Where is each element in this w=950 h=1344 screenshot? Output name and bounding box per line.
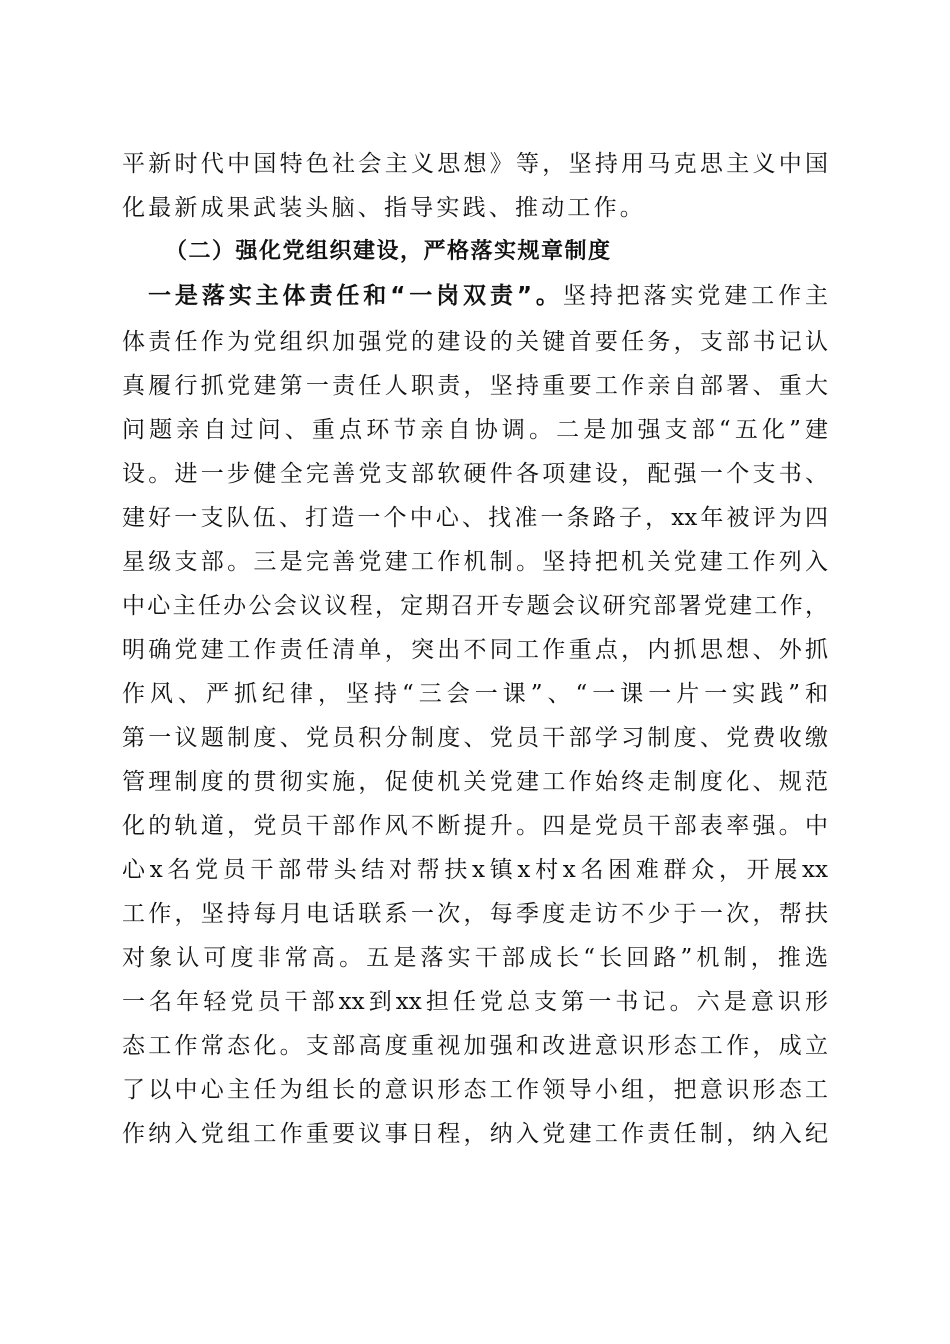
paragraph-first-line-rest: 坚持把落实党建工作主 <box>562 283 829 309</box>
text-line: 真履行抓党建第一责任人职责，坚持重要工作亲自部署、重大 <box>122 373 828 399</box>
text-line: 化最新成果武装头脑、指导实践、推动工作。 <box>122 195 646 221</box>
text-line: 化的轨道，党员干部作风不断提升。四是党员干部表率强。中 <box>122 813 828 839</box>
text-line: 作风、严抓纪律，坚持“三会一课”、“一课一片一实践”和 <box>122 681 828 707</box>
paragraph-lead: 一是落实主体责任和“一岗双责”。 <box>148 283 563 309</box>
text-line: 工作，坚持每月电话联系一次，每季度走访不少于一次，帮扶 <box>122 901 828 927</box>
text-line: 平新时代中国特色社会主义思想》等，坚持用马克思主义中国 <box>122 151 828 177</box>
text-line: 第一议题制度、党员积分制度、党员干部学习制度、党费收缴 <box>122 725 828 751</box>
text-line: 管理制度的贯彻实施，促使机关党建工作始终走制度化、规范 <box>122 769 828 795</box>
paragraph-first-line <box>148 276 828 316</box>
text-line: 设。进一步健全完善党支部软硬件各项建设，配强一个支书、 <box>122 461 828 487</box>
text-line: 问题亲自过问、重点环节亲自协调。二是加强支部“五化”建 <box>122 417 828 443</box>
text-line: 作纳入党组工作重要议事日程，纳入党建工作责任制，纳入纪 <box>122 1121 828 1147</box>
text-line: 一名年轻党员干部xx到xx担任党总支第一书记。六是意识形 <box>122 989 828 1015</box>
text-line: 心x名党员干部带头结对帮扶x镇x村x名困难群众，开展xx <box>122 857 828 883</box>
text-line: 对象认可度非常高。五是落实干部成长“长回路”机制，推选 <box>122 945 828 971</box>
text-line: 建好一支队伍、打造一个中心、找准一条路子，xx年被评为四 <box>122 505 828 531</box>
text-line: 体责任作为党组织加强党的建设的关键首要任务，支部书记认 <box>122 329 828 355</box>
text-line: 星级支部。三是完善党建工作机制。坚持把机关党建工作列入 <box>122 549 828 575</box>
section-heading: （二）强化党组织建设，严格落实规章制度 <box>165 239 612 264</box>
text-line: 了以中心主任为组长的意识形态工作领导小组，把意识形态工 <box>122 1077 828 1103</box>
text-line: 中心主任办公会议议程，定期召开专题会议研究部署党建工作， <box>122 593 828 619</box>
text-line: 明确党建工作责任清单，突出不同工作重点，内抓思想、外抓 <box>122 637 828 663</box>
text-line: 态工作常态化。支部高度重视加强和改进意识形态工作，成立 <box>122 1033 828 1059</box>
